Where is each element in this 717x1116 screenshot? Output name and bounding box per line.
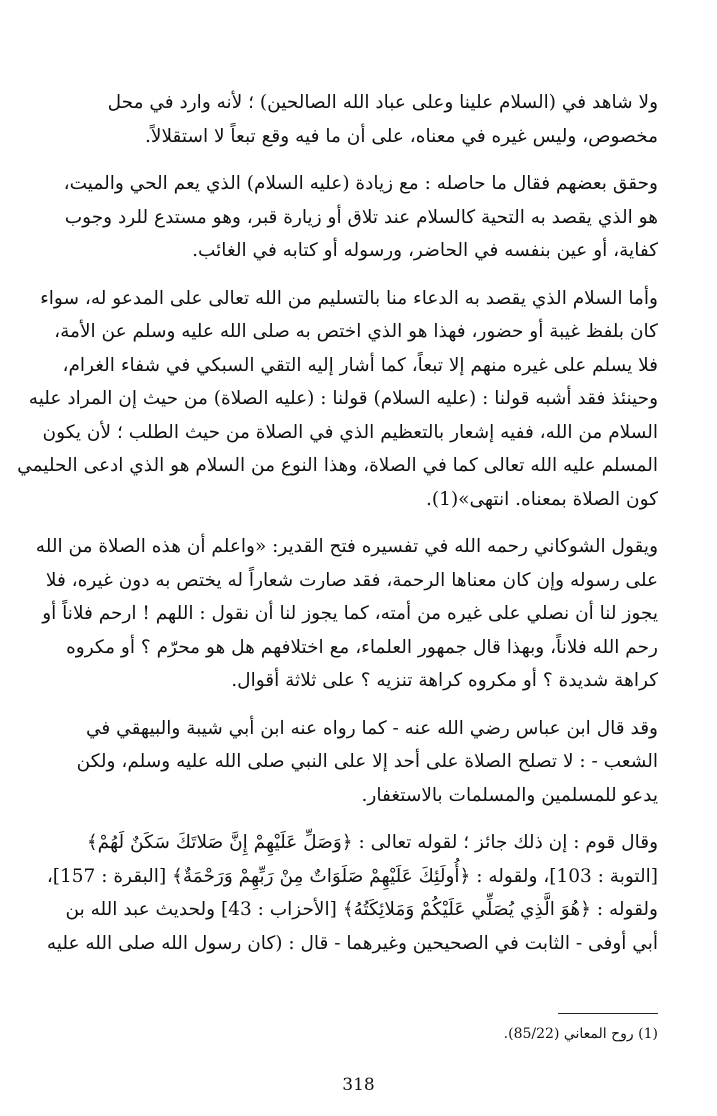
text-line: على رسوله وإن كان معناها الرحمة، فقد صارت شعاراً له يختص به دون غيره، فلا <box>45 569 658 591</box>
paragraph-2 <box>62 167 658 268</box>
text-line: وقد قال ابن عباس رضي الله عنه - كما رواه عنه ابن أبي شيبة والبيهقي في <box>86 717 658 739</box>
page-number: 318 <box>342 1075 375 1095</box>
paragraph-5 <box>62 712 658 813</box>
footnote: (1) روح المعاني (85/22). <box>503 1026 658 1042</box>
text-line: وحينئذ فقد أشبه قولنا : (عليه السلام) قولنا : (عليه الصلاة) من حيث إن المراد عليه <box>28 388 658 409</box>
text-line: كان بلفظ غيبة أو حضور، فهذا هو الذي اختص به صلى الله عليه وسلم عن الأمة، <box>54 321 658 342</box>
text-line: فلا يسلم على غيره منهم إلا تبعاً، كما أشار إليه التقي السبكي في شفاء الغرام، <box>62 354 658 376</box>
text-line: المسلم عليه الله تعالى كما في الصلاة، وهذا النوع من السلام هو الذي ادعى الحليمي <box>17 455 658 476</box>
paragraph-1 <box>62 86 658 153</box>
text-line: يدعو للمسلمين والمسلمات بالاستغفار. <box>361 784 658 806</box>
text-line: ولقوله : ﴿هُوَ الَّذِي يُصَلِّي عَلَيْكُمْ وَمَلائِكَتُهُ﴾ [الأحزاب : 43] ولحديث عبد الله بن <box>65 899 658 920</box>
text-line: يجوز لنا أن نصلي على غيره من أمته، كما يجوز لنا أن نقول : اللهم ! ارحم فلاناً أو <box>42 603 658 624</box>
text-line: كراهة شديدة ؟ أو مكروه كراهة تنزيه ؟ على ثلاثة أقوال. <box>231 670 658 691</box>
text-line: أبي أوفى - الثابت في الصحيحين وغيرهما - قال : (كان رسول الله صلى الله عليه <box>46 932 658 954</box>
paragraph-4 <box>35 530 658 698</box>
footnote-divider <box>558 1013 658 1014</box>
text-line: رحم الله فلاناً، وبهذا قال جمهور العلماء، مع اختلافهم هل هو محرّم ؟ أو مكروه <box>66 636 658 658</box>
page-body <box>17 86 658 974</box>
text-line: الشعب - : لا تصلح الصلاة على أحد إلا على النبي صلى الله عليه وسلم، ولكن <box>76 751 658 772</box>
text-line: ولا شاهد في (السلام علينا وعلى عباد الله الصالحين) ؛ لأنه وارد في محل <box>107 92 658 113</box>
text-line: وأما السلام الذي يقصد به الدعاء منا بالتسليم من الله تعالى على المدعو له، سواء <box>40 287 658 309</box>
text-line: وحقق بعضهم فقال ما حاصله : مع زيادة (عليه السلام) الذي يعم الحي والميت، <box>63 173 658 194</box>
paragraph-6 <box>46 826 658 960</box>
text-line: هو الذي يقصد به التحية كالسلام عند تلاق أو زيارة قبر، وهو مستدع للرد وجوب <box>64 206 658 228</box>
text-line: [التوبة : 103]، ولقوله : ﴿أُولَئِكَ عَلَيْهِمْ صَلَوَاتٌ مِنْ رَبِّهِمْ وَرَحْمَةٌ﴾ [البقرة : 157]، <box>46 865 658 887</box>
text-line: وقال قوم : إن ذلك جائز ؛ لقوله تعالى : ﴿وَصَلِّ عَلَيْهِمْ إِنَّ صَلاتَكَ سَكَنٌ لَهُمْ﴾ <box>86 832 658 853</box>
text-line: كفاية، أو عين بنفسه في الحاضر، ورسوله أو كتابه في الغائب. <box>192 240 658 261</box>
text-line: السلام من الله، ففيه إشعار بالتعظيم الذي في الصلاة من حيث الطلب ؛ لأن يكون <box>42 421 658 443</box>
text-line: كون الصلاة بمعناه. انتهى»(1). <box>426 488 658 510</box>
paragraph-3 <box>17 282 658 517</box>
text-line: ويقول الشوكاني رحمه الله في تفسيره فتح القدير: «واعلم أن هذه الصلاة من الله <box>35 536 658 557</box>
text-line: مخصوص، وليس غيره في معناه، على أن ما فيه وقع تبعاً لا استقلالاً. <box>145 125 658 147</box>
